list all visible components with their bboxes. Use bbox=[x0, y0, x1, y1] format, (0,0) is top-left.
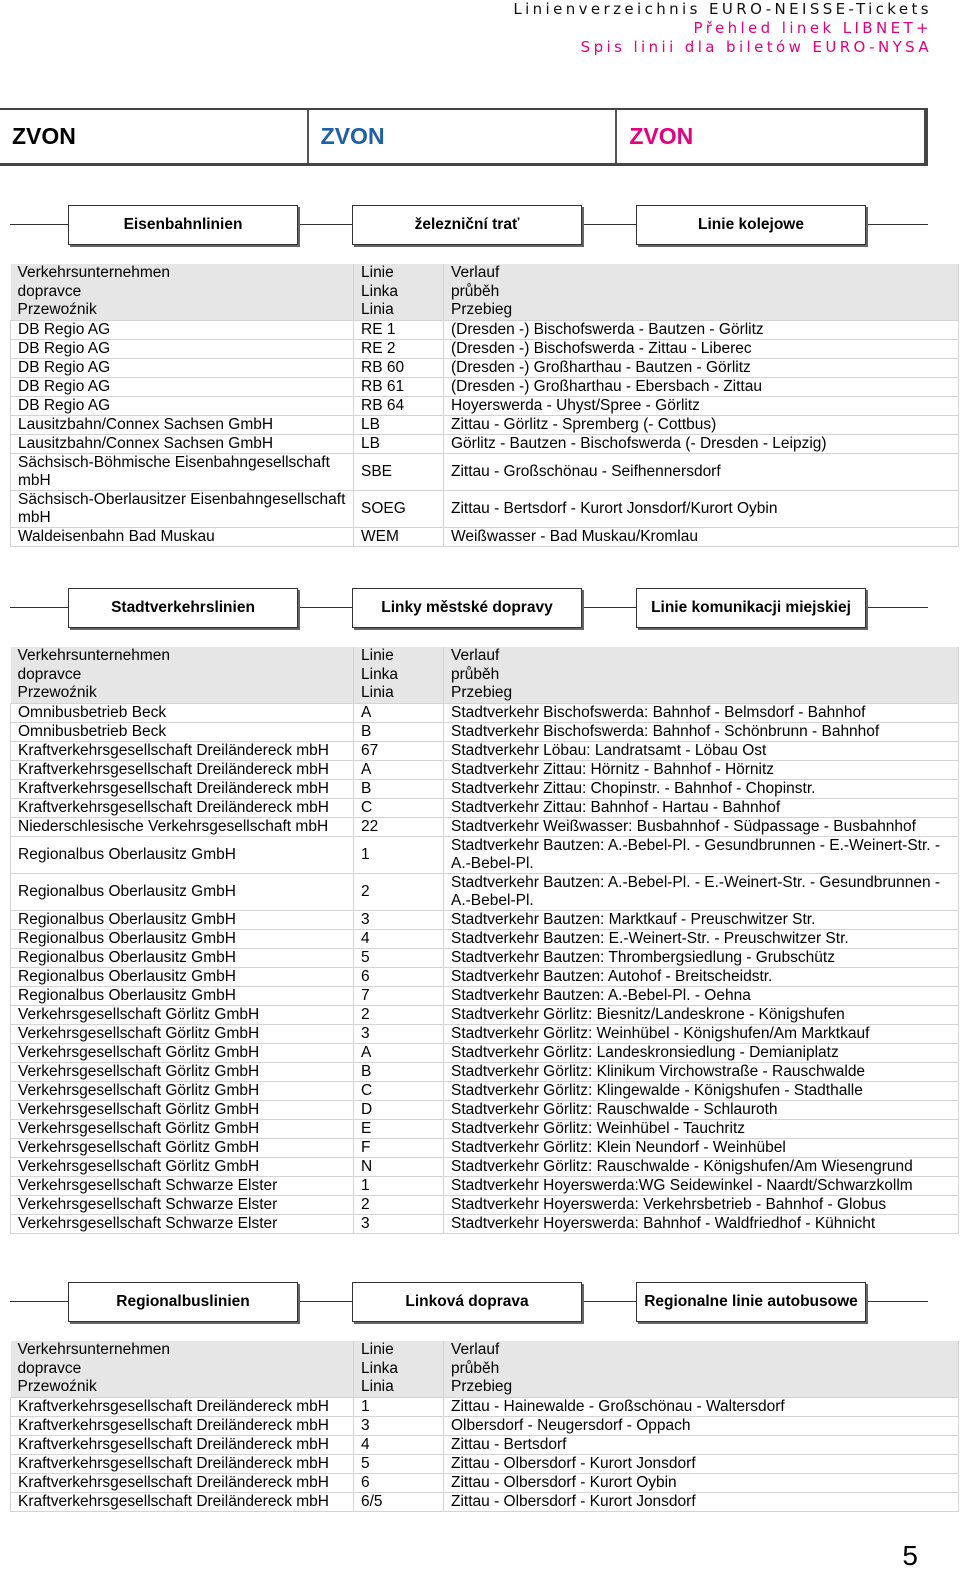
section-title-de: Stadtverkehrslinien bbox=[68, 588, 298, 628]
operator-cell: Kraftverkehrsgesellschaft Dreiländereck mbH bbox=[11, 741, 354, 760]
route-cell: Stadtverkehr Zittau: Bahnhof - Hartau - Bahnhof bbox=[444, 798, 959, 817]
operator-cell: Verkehrsgesellschaft Görlitz GmbH bbox=[11, 1100, 354, 1119]
table-row bbox=[11, 1081, 959, 1100]
operator-cell: Verkehrsgesellschaft Görlitz GmbH bbox=[11, 1043, 354, 1062]
line-cell: D bbox=[354, 1100, 444, 1119]
route-cell: Zittau - Olbersdorf - Kurort Oybin bbox=[444, 1473, 959, 1492]
route-cell: Stadtverkehr Görlitz: Rauschwalde - Königshufen/Am Wiesengrund bbox=[444, 1157, 959, 1176]
column-header-route bbox=[444, 264, 959, 320]
line-cell: B bbox=[354, 1062, 444, 1081]
operator-cell: Kraftverkehrsgesellschaft Dreiländereck mbH bbox=[11, 1454, 354, 1473]
operator-cell: Verkehrsgesellschaft Görlitz GmbH bbox=[11, 1005, 354, 1024]
table-row bbox=[11, 817, 959, 836]
page-number: 5 bbox=[902, 1540, 918, 1571]
section-title-pl: Regionalne linie autobusowe bbox=[636, 1282, 866, 1322]
line-cell: RB 60 bbox=[354, 358, 444, 377]
table-row bbox=[11, 798, 959, 817]
line-cell: SOEG bbox=[354, 490, 444, 527]
column-header-text: Linie bbox=[361, 264, 394, 281]
operator-cell: Verkehrsgesellschaft Görlitz GmbH bbox=[11, 1119, 354, 1138]
table-row bbox=[11, 434, 959, 453]
column-header-text: Przebieg bbox=[451, 1378, 513, 1395]
table-row bbox=[11, 1492, 959, 1511]
line-cell: SBE bbox=[354, 453, 444, 490]
route-cell: Stadtverkehr Görlitz: Biesnitz/Landeskrone - Königshufen bbox=[444, 1005, 959, 1024]
column-header-text: Verkehrsunternehmen bbox=[17, 1341, 171, 1358]
line-cell: 3 bbox=[354, 1214, 444, 1233]
route-cell: Stadtverkehr Görlitz: Klein Neundorf - Weinhübel bbox=[444, 1138, 959, 1157]
operator-cell: Waldeisenbahn Bad Muskau bbox=[11, 527, 354, 546]
route-cell: Stadtverkehr Bischofswerda: Bahnhof - Belmsdorf - Bahnhof bbox=[444, 703, 959, 722]
operator-cell: Verkehrsgesellschaft Schwarze Elster bbox=[11, 1195, 354, 1214]
regional-lines-table bbox=[10, 1341, 959, 1512]
column-header-line bbox=[354, 647, 444, 703]
table-row bbox=[11, 1024, 959, 1043]
table-row bbox=[11, 527, 959, 546]
line-cell: B bbox=[354, 722, 444, 741]
section-title-cz: Linková doprava bbox=[352, 1282, 582, 1322]
operator-cell: Regionalbus Oberlausitz GmbH bbox=[11, 967, 354, 986]
line-cell: 3 bbox=[354, 1024, 444, 1043]
route-cell: Zittau - Bertsdorf - Kurort Jonsdorf/Kurort Oybin bbox=[444, 490, 959, 527]
column-header-text: Przewoźnik bbox=[17, 684, 97, 701]
route-cell: Stadtverkehr Zittau: Hörnitz - Bahnhof - Hörnitz bbox=[444, 760, 959, 779]
operator-cell: Regionalbus Oberlausitz GmbH bbox=[11, 948, 354, 967]
column-header-text: Linka bbox=[361, 282, 399, 300]
table-header-row bbox=[11, 647, 959, 703]
table-row bbox=[11, 779, 959, 798]
route-cell: Stadtverkehr Hoyerswerda: Verkehrsbetrieb - Bahnhof - Globus bbox=[444, 1195, 959, 1214]
line-cell: C bbox=[354, 798, 444, 817]
line-cell: 5 bbox=[354, 1454, 444, 1473]
operator-cell: Lausitzbahn/Connex Sachsen GmbH bbox=[11, 434, 354, 453]
line-cell: RE 1 bbox=[354, 320, 444, 339]
column-header-text: Linia bbox=[361, 684, 394, 701]
operator-cell: Lausitzbahn/Connex Sachsen GmbH bbox=[11, 415, 354, 434]
line-cell: F bbox=[354, 1138, 444, 1157]
operator-cell: Kraftverkehrsgesellschaft Dreiländereck mbH bbox=[11, 1435, 354, 1454]
route-cell: Stadtverkehr Bautzen: A.-Bebel-Pl. - Gesundbrunnen - E.-Weinert-Str. - A.-Bebel-Pl. bbox=[444, 836, 959, 873]
column-header-text: Przebieg bbox=[451, 301, 513, 318]
operator-cell: Regionalbus Oberlausitz GmbH bbox=[11, 986, 354, 1005]
table-row bbox=[11, 1473, 959, 1492]
operator-cell: Kraftverkehrsgesellschaft Dreiländereck mbH bbox=[11, 798, 354, 817]
operator-cell: Regionalbus Oberlausitz GmbH bbox=[11, 929, 354, 948]
line-cell: 3 bbox=[354, 910, 444, 929]
route-cell: Zittau - Olbersdorf - Kurort Jonsdorf bbox=[444, 1454, 959, 1473]
line-cell: 3 bbox=[354, 1416, 444, 1435]
line-cell: 7 bbox=[354, 986, 444, 1005]
column-header-route bbox=[444, 1341, 959, 1397]
route-cell: Weißwasser - Bad Muskau/Kromlau bbox=[444, 527, 959, 546]
route-cell: (Dresden -) Großharthau - Ebersbach - Zittau bbox=[444, 377, 959, 396]
column-header-text: Verlauf bbox=[451, 264, 500, 281]
operator-cell: Verkehrsgesellschaft Görlitz GmbH bbox=[11, 1138, 354, 1157]
section-header-regional bbox=[10, 1282, 928, 1322]
section-title-de: Eisenbahnlinien bbox=[68, 205, 298, 245]
line-cell: WEM bbox=[354, 527, 444, 546]
operator-cell: Sächsisch-Oberlausitzer Eisenbahngesellschaft mbH bbox=[11, 490, 354, 527]
route-cell: Stadtverkehr Löbau: Landratsamt - Löbau Ost bbox=[444, 741, 959, 760]
table-row bbox=[11, 1176, 959, 1195]
table-header-row bbox=[11, 264, 959, 320]
column-header-operator bbox=[11, 1341, 354, 1397]
column-header-text: Przewoźnik bbox=[17, 1378, 97, 1395]
table-row bbox=[11, 1005, 959, 1024]
column-header-text: Przewoźnik bbox=[17, 301, 97, 318]
operator-cell: Regionalbus Oberlausitz GmbH bbox=[11, 873, 354, 910]
document-title-pl: Spis linii dla biletów EURO-NYSA bbox=[580, 38, 932, 56]
operator-cell: Sächsisch-Böhmische Eisenbahngesellschaft mbH bbox=[11, 453, 354, 490]
route-cell: Stadtverkehr Görlitz: Landeskronsiedlung - Demianiplatz bbox=[444, 1043, 959, 1062]
operator-cell: Verkehrsgesellschaft Görlitz GmbH bbox=[11, 1081, 354, 1100]
table-row bbox=[11, 339, 959, 358]
route-cell: Stadtverkehr Bautzen: A.-Bebel-Pl. - E.-Weinert-Str. - Gesundbrunnen - A.-Bebel-Pl. bbox=[444, 873, 959, 910]
operator-cell: Regionalbus Oberlausitz GmbH bbox=[11, 836, 354, 873]
line-cell: 4 bbox=[354, 1435, 444, 1454]
operator-cell: DB Regio AG bbox=[11, 358, 354, 377]
line-cell: B bbox=[354, 779, 444, 798]
route-cell: Stadtverkehr Görlitz: Klingewalde - Königshufen - Stadthalle bbox=[444, 1081, 959, 1100]
line-cell: 4 bbox=[354, 929, 444, 948]
line-cell: E bbox=[354, 1119, 444, 1138]
table-header-row bbox=[11, 1341, 959, 1397]
route-cell: Hoyerswerda - Uhyst/Spree - Görlitz bbox=[444, 396, 959, 415]
operator-cell: Verkehrsgesellschaft Schwarze Elster bbox=[11, 1214, 354, 1233]
route-cell: Stadtverkehr Görlitz: Weinhübel - Tauchritz bbox=[444, 1119, 959, 1138]
column-header-text: Linia bbox=[361, 1378, 394, 1395]
route-cell: Zittau - Olbersdorf - Kurort Jonsdorf bbox=[444, 1492, 959, 1511]
table-row bbox=[11, 1157, 959, 1176]
line-cell: 1 bbox=[354, 836, 444, 873]
table-row bbox=[11, 929, 959, 948]
route-cell: Stadtverkehr Weißwasser: Busbahnhof - Südpassage - Busbahnhof bbox=[444, 817, 959, 836]
line-cell: 2 bbox=[354, 1195, 444, 1214]
operator-cell: DB Regio AG bbox=[11, 377, 354, 396]
table-row bbox=[11, 1138, 959, 1157]
table-row bbox=[11, 396, 959, 415]
table-row bbox=[11, 453, 959, 490]
column-header-text: Verkehrsunternehmen bbox=[17, 264, 171, 281]
operator-cell: Kraftverkehrsgesellschaft Dreiländereck mbH bbox=[11, 1492, 354, 1511]
table-row bbox=[11, 1100, 959, 1119]
table-row bbox=[11, 377, 959, 396]
table-row bbox=[11, 741, 959, 760]
operator-cell: Omnibusbetrieb Beck bbox=[11, 703, 354, 722]
section-title-pl: Linie kolejowe bbox=[636, 205, 866, 245]
table-row bbox=[11, 1119, 959, 1138]
column-header-text: Linie bbox=[361, 647, 394, 664]
route-cell: Stadtverkehr Görlitz: Rauschwalde - Schlauroth bbox=[444, 1100, 959, 1119]
table-row bbox=[11, 415, 959, 434]
route-cell: Stadtverkehr Bautzen: Marktkauf - Preuschwitzer Str. bbox=[444, 910, 959, 929]
line-cell: 2 bbox=[354, 1005, 444, 1024]
operator-cell: Verkehrsgesellschaft Görlitz GmbH bbox=[11, 1024, 354, 1043]
operator-cell: Kraftverkehrsgesellschaft Dreiländereck mbH bbox=[11, 779, 354, 798]
column-header-text: dopravce bbox=[17, 282, 82, 300]
route-cell: Zittau - Hainewalde - Großschönau - Waltersdorf bbox=[444, 1397, 959, 1416]
rail-lines-table bbox=[10, 264, 959, 547]
column-header-text: Verlauf bbox=[451, 647, 500, 664]
column-header-text: Linie bbox=[361, 1341, 394, 1358]
operator-cell: Niederschlesische Verkehrsgesellschaft mbH bbox=[11, 817, 354, 836]
table-row bbox=[11, 1043, 959, 1062]
operator-cell: DB Regio AG bbox=[11, 320, 354, 339]
table-row bbox=[11, 1435, 959, 1454]
table-row bbox=[11, 910, 959, 929]
operator-cell: Verkehrsgesellschaft Görlitz GmbH bbox=[11, 1157, 354, 1176]
operator-cell: Kraftverkehrsgesellschaft Dreiländereck mbH bbox=[11, 1397, 354, 1416]
line-cell: RE 2 bbox=[354, 339, 444, 358]
route-cell: Olbersdorf - Neugersdorf - Oppach bbox=[444, 1416, 959, 1435]
column-header-text: Przebieg bbox=[451, 684, 513, 701]
line-cell: 67 bbox=[354, 741, 444, 760]
column-header-text: průběh bbox=[451, 1359, 500, 1377]
table-row bbox=[11, 703, 959, 722]
table-row bbox=[11, 1214, 959, 1233]
operator-cell: Regionalbus Oberlausitz GmbH bbox=[11, 910, 354, 929]
column-header-text: dopravce bbox=[17, 1359, 82, 1377]
route-cell: (Dresden -) Bischofswerda - Bautzen - Görlitz bbox=[444, 320, 959, 339]
route-cell: Stadtverkehr Görlitz: Weinhübel - Königshufen/Am Marktkauf bbox=[444, 1024, 959, 1043]
table-row bbox=[11, 722, 959, 741]
zvon-label-pl: ZVON bbox=[629, 123, 694, 149]
table-row bbox=[11, 948, 959, 967]
table-row bbox=[11, 873, 959, 910]
route-cell: Zittau - Großschönau - Seifhennersdorf bbox=[444, 453, 959, 490]
column-header-text: průběh bbox=[451, 665, 500, 683]
section-title-de: Regionalbuslinien bbox=[68, 1282, 298, 1322]
line-cell: RB 64 bbox=[354, 396, 444, 415]
line-cell: 2 bbox=[354, 873, 444, 910]
section-header-city bbox=[10, 588, 928, 628]
column-header-text: Verlauf bbox=[451, 1341, 500, 1358]
section-title-pl: Linie komunikacji miejskiej bbox=[636, 588, 866, 628]
operator-cell: DB Regio AG bbox=[11, 396, 354, 415]
route-cell: (Dresden -) Bischofswerda - Zittau - Liberec bbox=[444, 339, 959, 358]
column-header-text: Linka bbox=[361, 665, 399, 683]
column-header-text: Linia bbox=[361, 301, 394, 318]
table-row bbox=[11, 1195, 959, 1214]
table-row bbox=[11, 986, 959, 1005]
line-cell: A bbox=[354, 703, 444, 722]
operator-cell: Kraftverkehrsgesellschaft Dreiländereck mbH bbox=[11, 1416, 354, 1435]
operator-cell: Kraftverkehrsgesellschaft Dreiländereck mbH bbox=[11, 760, 354, 779]
document-title-cz: Přehled linek LIBNET+ bbox=[693, 19, 932, 37]
operator-cell: Kraftverkehrsgesellschaft Dreiländereck mbH bbox=[11, 1473, 354, 1492]
route-cell: Görlitz - Bautzen - Bischofswerda (- Dresden - Leipzig) bbox=[444, 434, 959, 453]
line-cell: 22 bbox=[354, 817, 444, 836]
column-header-line bbox=[354, 1341, 444, 1397]
table-row bbox=[11, 1397, 959, 1416]
table-row bbox=[11, 836, 959, 873]
line-cell: LB bbox=[354, 415, 444, 434]
route-cell: Stadtverkehr Görlitz: Klinikum Virchowstraße - Rauschwalde bbox=[444, 1062, 959, 1081]
operator-cell: Verkehrsgesellschaft Schwarze Elster bbox=[11, 1176, 354, 1195]
line-cell: 1 bbox=[354, 1176, 444, 1195]
operator-cell: Verkehrsgesellschaft Görlitz GmbH bbox=[11, 1062, 354, 1081]
table-row bbox=[11, 1454, 959, 1473]
table-row bbox=[11, 358, 959, 377]
column-header-text: Linka bbox=[361, 1359, 399, 1377]
line-cell: 1 bbox=[354, 1397, 444, 1416]
line-cell: 6 bbox=[354, 967, 444, 986]
line-cell: 6 bbox=[354, 1473, 444, 1492]
zvon-banner bbox=[0, 108, 928, 166]
route-cell: Stadtverkehr Hoyerswerda:WG Seidewinkel - Naardt/Schwarzkollm bbox=[444, 1176, 959, 1195]
line-cell: A bbox=[354, 760, 444, 779]
table-row bbox=[11, 967, 959, 986]
route-cell: Stadtverkehr Bautzen: Autohof - Breitscheidstr. bbox=[444, 967, 959, 986]
line-cell: RB 61 bbox=[354, 377, 444, 396]
column-header-line bbox=[354, 264, 444, 320]
table-row bbox=[11, 760, 959, 779]
table-row bbox=[11, 1416, 959, 1435]
route-cell: Stadtverkehr Bautzen: E.-Weinert-Str. - Preuschwitzer Str. bbox=[444, 929, 959, 948]
route-cell: (Dresden -) Großharthau - Bautzen - Görlitz bbox=[444, 358, 959, 377]
route-cell: Stadtverkehr Bischofswerda: Bahnhof - Schönbrunn - Bahnhof bbox=[444, 722, 959, 741]
column-header-route bbox=[444, 647, 959, 703]
route-cell: Zittau - Görlitz - Spremberg (- Cottbus) bbox=[444, 415, 959, 434]
zvon-label-cz: ZVON bbox=[309, 110, 618, 163]
line-cell: N bbox=[354, 1157, 444, 1176]
route-cell: Stadtverkehr Bautzen: A.-Bebel-Pl. - Oehna bbox=[444, 986, 959, 1005]
operator-cell: Omnibusbetrieb Beck bbox=[11, 722, 354, 741]
table-row bbox=[11, 320, 959, 339]
section-header-rail bbox=[10, 205, 928, 245]
line-cell: LB bbox=[354, 434, 444, 453]
route-cell: Stadtverkehr Bautzen: Thrombergsiedlung - Grubschütz bbox=[444, 948, 959, 967]
column-header-text: dopravce bbox=[17, 665, 82, 683]
zvon-label-de: ZVON bbox=[0, 110, 309, 163]
table-row bbox=[11, 1062, 959, 1081]
section-title-cz: Linky městské dopravy bbox=[352, 588, 582, 628]
column-header-text: Verkehrsunternehmen bbox=[17, 647, 171, 664]
line-cell: 5 bbox=[354, 948, 444, 967]
document-title-de: Linienverzeichnis EURO-NEISSE-Tickets bbox=[513, 0, 932, 18]
column-header-operator bbox=[11, 264, 354, 320]
operator-cell: DB Regio AG bbox=[11, 339, 354, 358]
line-cell: C bbox=[354, 1081, 444, 1100]
city-lines-table bbox=[10, 647, 959, 1234]
column-header-text: průběh bbox=[451, 282, 500, 300]
route-cell: Zittau - Bertsdorf bbox=[444, 1435, 959, 1454]
section-title-cz: železniční trať bbox=[352, 205, 582, 245]
route-cell: Stadtverkehr Zittau: Chopinstr. - Bahnhof - Chopinstr. bbox=[444, 779, 959, 798]
line-cell: A bbox=[354, 1043, 444, 1062]
line-cell: 6/5 bbox=[354, 1492, 444, 1511]
column-header-operator bbox=[11, 647, 354, 703]
table-row bbox=[11, 490, 959, 527]
route-cell: Stadtverkehr Hoyerswerda: Bahnhof - Waldfriedhof - Kühnicht bbox=[444, 1214, 959, 1233]
